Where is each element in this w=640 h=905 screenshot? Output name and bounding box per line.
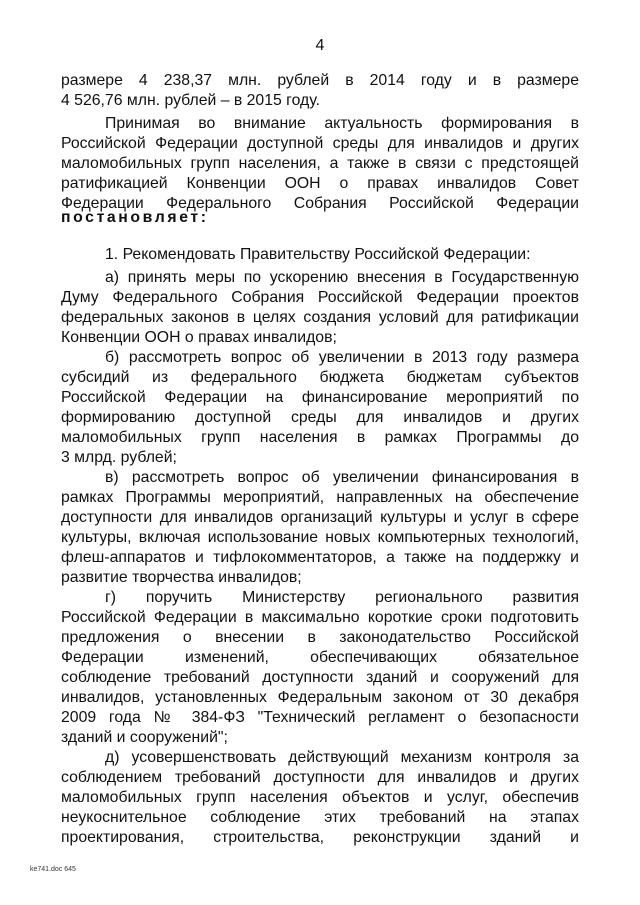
text-line: доступности для инвалидов организаций культуры и услуг в сфере bbox=[61, 509, 579, 526]
text-line: рамках Программы мероприятий, направленных на обеспечение bbox=[61, 489, 579, 506]
text-line: размере 4 238,37 млн. рублей в 2014 году и в размере bbox=[61, 72, 579, 89]
text-line: предложения о внесении в законодательство Российской bbox=[61, 629, 579, 646]
text-line: Конвенции ООН о правах инвалидов; bbox=[61, 329, 337, 346]
text-line: 2009 года № 384-ФЗ "Технический регламент о безопасности bbox=[61, 709, 579, 726]
document-page bbox=[61, 0, 579, 905]
text-line: неукоснительное соблюдение этих требований на этапах bbox=[61, 809, 579, 826]
text-line: в) рассмотреть вопрос об увеличении финансирования в bbox=[105, 469, 579, 486]
text-line: 4 526,76 млн. рублей – в 2015 году. bbox=[61, 92, 320, 109]
text-line: а) принять меры по ускорению внесения в Государственную bbox=[105, 269, 579, 286]
text-line: Российской Федерации на финансирование мероприятий по bbox=[61, 389, 579, 406]
text-line: Российской Федерации доступной среды для инвалидов и других bbox=[61, 135, 579, 152]
text-line: культуры, включая использование новых компьютерных технологий, bbox=[61, 529, 579, 546]
text-line: маломобильных групп населения в рамках Программы до bbox=[61, 429, 579, 446]
text-line: маломобильных групп населения, а также в связи с предстоящей bbox=[61, 155, 579, 172]
text-line: развитие творчества инвалидов; bbox=[61, 569, 302, 586]
text-line: Принимая во внимание актуальность формирования в bbox=[105, 115, 579, 132]
text-line: субсидий из федерального бюджета бюджетам субъектов bbox=[61, 369, 579, 386]
text-line: 1. Рекомендовать Правительству Российской Федерации: bbox=[105, 246, 531, 263]
text-line: г) поручить Министерству регионального развития bbox=[105, 589, 579, 606]
text-line: 3 млрд. рублей; bbox=[61, 449, 177, 466]
text-line: зданий и сооружений"; bbox=[61, 729, 228, 746]
text-line: д) усовершенствовать действующий механизм контроля за bbox=[105, 749, 579, 766]
text-line: соблюдение требований доступности зданий и сооружений для bbox=[61, 669, 579, 686]
text-line: б) рассмотреть вопрос об увеличении в 2013 году размера bbox=[105, 349, 579, 366]
text-line: Федерации изменений, обеспечивающих обязательное bbox=[61, 649, 579, 666]
text-line: Думу Федерального Собрания Российской Федерации проектов bbox=[61, 289, 579, 306]
text-line-resolution: постановляет: bbox=[61, 209, 209, 226]
text-line: маломобильных групп населения объектов и услуг, обеспечив bbox=[61, 789, 579, 806]
page-number: 4 bbox=[315, 37, 325, 54]
text-line: инвалидов, установленных Федеральным законом от 30 декабря bbox=[61, 689, 579, 706]
footer-file-code: ke741.doc 645 bbox=[30, 866, 76, 873]
text-line: проектирования, строительства, реконструкции зданий и bbox=[61, 829, 579, 846]
text-line: федеральных законов в целях создания условий для ратификации bbox=[61, 309, 579, 326]
text-line: формированию доступной среды для инвалидов и других bbox=[61, 409, 579, 426]
text-line: ратификацией Конвенции ООН о правах инвалидов Совет bbox=[61, 175, 579, 192]
text-line: Федерации Федерального Собрания Российской Федерации bbox=[61, 195, 579, 212]
text-line: соблюдением требований доступности для инвалидов и других bbox=[61, 769, 579, 786]
text-line: Российской Федерации в максимально короткие сроки подготовить bbox=[61, 609, 579, 626]
text-line: флеш-аппаратов и тифлокомментаторов, а также на поддержку и bbox=[61, 549, 579, 566]
